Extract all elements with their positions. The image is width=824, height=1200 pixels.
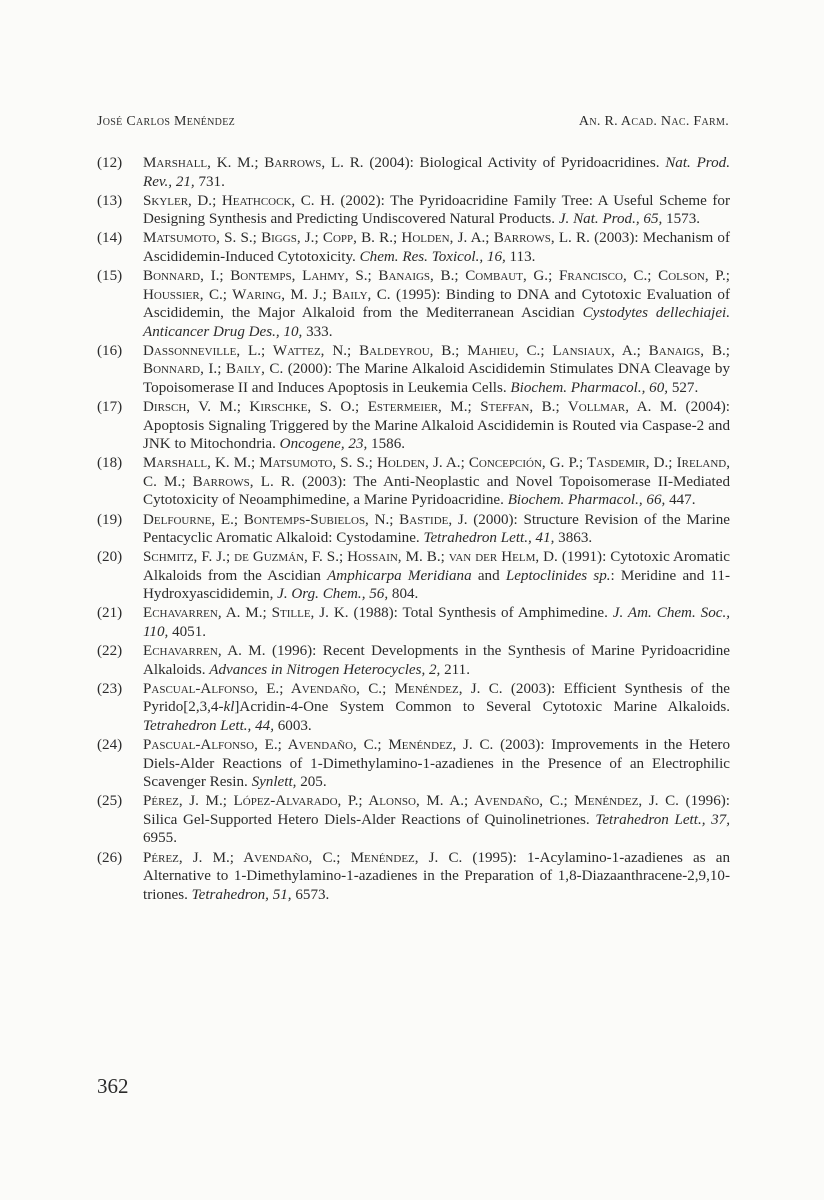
reference-item <box>97 680 730 736</box>
reference-text <box>143 267 730 341</box>
reference-segment: (2003): Mechanism of Ascididemin-Induced Cytotoxicity. <box>143 230 730 265</box>
reference-italic-text: Tetrahedron Lett., 37, <box>595 811 730 828</box>
reference-italic-text: Advances in Nitrogen Heterocycles, 2, <box>209 661 441 678</box>
reference-segment: (2000): The Marine Alkaloid Ascididemin Stimulates DNA Cleavage by Topoisomerase II and Induces Apoptosis in Leukemia Cells. <box>143 361 730 396</box>
reference-segment: 1586. <box>367 436 406 453</box>
reference-italic-text: Leptoclinides sp. <box>505 567 611 584</box>
reference-segment: (2002): The Pyridoacridine Family Tree: A Useful Scheme for Designing Synthesis and Predicting Undiscovered Natural Products. <box>143 192 731 228</box>
reference-italic-text: Biochem. Pharmacol., 66, <box>507 492 666 509</box>
reference-number: (13) <box>97 192 123 209</box>
reference-segment: 333. <box>302 323 333 340</box>
reference-text <box>143 454 730 510</box>
reference-italic-text: Cystodytes dellechiajei. Anticancer Drug Des., 10, <box>143 305 730 340</box>
reference-authors: Skyler, D.; Heathcock, C. H. <box>143 192 335 209</box>
reference-text <box>143 229 730 266</box>
reference-text <box>143 792 730 848</box>
running-head <box>97 114 729 130</box>
reference-number: (14) <box>97 230 123 247</box>
reference-item <box>97 267 730 341</box>
reference-italic-text: J. Nat. Prod., 65, <box>558 211 663 228</box>
reference-authors: Pérez, J. M.; Avendaño, C.; Menéndez, J. C. <box>143 849 463 866</box>
reference-text <box>143 398 730 454</box>
reference-italic-text: J. Org. Chem., 56, <box>277 586 389 603</box>
reference-segment: 527. <box>668 379 699 396</box>
running-head-author: José Carlos Menéndez <box>97 114 236 129</box>
reference-segment: 211. <box>440 661 470 678</box>
reference-italic-text: Tetrahedron, 51, <box>191 886 292 903</box>
reference-item <box>97 642 730 679</box>
reference-italic-text: Synlett, <box>251 774 297 791</box>
reference-italic-text: Chem. Res. Toxicol., 16, <box>359 248 506 265</box>
reference-item <box>97 192 730 229</box>
reference-item <box>97 154 730 191</box>
reference-segment: (1995): Binding to DNA and Cytotoxic Evaluation of Ascididemin, the Major Alkaloid from the Mediterranean Ascidian <box>143 286 730 322</box>
reference-number: (16) <box>97 342 123 359</box>
reference-number: (21) <box>97 605 123 622</box>
reference-segment: 6003. <box>273 717 312 734</box>
reference-segment: (1996): Silica Gel-Supported Hetero Diels-Alder Reactions of Quinolinetriones. <box>143 793 730 828</box>
reference-text <box>143 511 730 548</box>
reference-item <box>97 511 730 548</box>
reference-segment: (2003): Efficient Synthesis of the Pyrido[2,3,4- <box>143 680 730 716</box>
reference-segment: : Meridine and 11-Hydroxyascididemin, <box>143 567 730 603</box>
reference-item <box>97 342 730 398</box>
reference-segment: (1991): Cytotoxic Aromatic Alkaloids from the Ascidian <box>143 549 730 584</box>
reference-text <box>143 548 730 604</box>
reference-authors: Bonnard, I.; Bontemps, Lahmy, S.; Banaigs, B.; Combaut, G.; Francisco, C.; Colson, P.; Houssier, C.; Waring, M. J.; Baily, C. <box>143 268 730 303</box>
reference-number: (25) <box>97 793 123 810</box>
reference-text <box>143 154 730 191</box>
reference-segment: 205. <box>296 774 327 791</box>
reference-text <box>143 604 730 641</box>
reference-number: (26) <box>97 849 123 866</box>
reference-segment: 804. <box>388 586 419 603</box>
reference-segment: ]Acridin-4-One System Common to Several Cytotoxic Marine Alkaloids. <box>234 699 730 716</box>
reference-number: (19) <box>97 511 123 528</box>
reference-text <box>143 642 730 679</box>
reference-number: (15) <box>97 268 123 285</box>
reference-authors: Delfourne, E.; Bontemps-Subielos, N.; Bastide, J. <box>143 511 468 528</box>
reference-segment: 4051. <box>168 624 207 641</box>
reference-item <box>97 849 730 905</box>
reference-segment: (2004): Biological Activity of Pyridoacridines. <box>363 155 666 171</box>
reference-italic-text: Oncogene, 23, <box>279 436 368 453</box>
reference-authors: Pascual-Alfonso, E.; Avendaño, C.; Menéndez, J. C. <box>143 737 494 754</box>
reference-segment: 6955. <box>143 830 177 847</box>
reference-segment: and <box>471 567 506 584</box>
reference-authors: Schmitz, F. J.; de Guzmán, F. S.; Hossain, M. B.; van der Helm, D. <box>143 549 558 566</box>
reference-segment: (1988): Total Synthesis of Amphimedine. <box>348 605 613 622</box>
reference-text <box>143 192 730 229</box>
reference-segment: 731. <box>194 173 225 190</box>
reference-italic-text: Tetrahedron Lett., 41, <box>423 530 555 547</box>
page-number: 362 <box>97 1074 129 1098</box>
reference-segment: 6573. <box>291 886 330 903</box>
reference-segment: 3863. <box>554 530 593 547</box>
reference-authors: Echavarren, A. M.; Stille, J. K. <box>143 605 349 622</box>
reference-item <box>97 229 730 266</box>
reference-authors: Dassonneville, L.; Wattez, N.; Baldeyrou, B.; Mahieu, C.; Lansiaux, A.; Banaigs, B.; Bonnard, I.; Baily, C. <box>143 342 730 378</box>
reference-number: (17) <box>97 399 123 416</box>
reference-italic-text: kl <box>223 699 235 716</box>
reference-list <box>97 154 730 905</box>
reference-italic-text: J. Am. Chem. Soc., 110, <box>143 605 731 641</box>
reference-italic-text: Amphicarpa Meridiana <box>327 567 472 584</box>
reference-italic-text: Nat. Prod. Rev., 21, <box>143 155 730 190</box>
reference-segment: 1573. <box>662 211 701 228</box>
reference-number: (22) <box>97 643 123 660</box>
reference-item <box>97 792 730 848</box>
reference-item <box>97 604 730 641</box>
reference-segment: (1995): 1-Acylamino-1-azadienes as an Alternative to 1-Dimethylamino-1-azadienes in the Preparation of 1,8-Diazaanthracene-2,9,10-triones. <box>143 849 730 903</box>
reference-authors: Marshall, K. M.; Barrows, L. R. <box>143 155 364 171</box>
reference-authors: Pérez, J. M.; López-Alvarado, P.; Alonso, M. A.; Avendaño, C.; Menéndez, J. C. <box>143 793 679 810</box>
reference-authors: Matsumoto, S. S.; Biggs, J.; Copp, B. R.; Holden, J. A.; Barrows, L. R. <box>143 230 590 247</box>
reference-item <box>97 548 730 604</box>
reference-segment: (1996): Recent Developments in the Synthesis of Marine Pyridoacridine Alkaloids. <box>143 643 730 678</box>
reference-text <box>143 736 730 792</box>
reference-authors: Dirsch, V. M.; Kirschke, S. O.; Estermeier, M.; Steffan, B.; Vollmar, A. M. <box>143 399 678 416</box>
reference-text <box>143 342 730 398</box>
reference-segment: (2003): Improvements in the Hetero Diels-Alder Reactions of 1-Dimethylamino-1-azadienes in the Presence of an Electrophilic Scavenger Resin. <box>143 737 730 791</box>
reference-number: (18) <box>97 455 123 472</box>
reference-segment: 447. <box>665 492 696 509</box>
reference-item <box>97 454 730 510</box>
reference-number: (24) <box>97 737 123 754</box>
reference-number: (20) <box>97 549 123 566</box>
reference-item <box>97 736 730 792</box>
reference-segment: (2004): Apoptosis Signaling Triggered by the Marine Alkaloid Ascididemin is Routed via Caspase-2 and JNK to Mitochondria. <box>143 399 730 453</box>
reference-item <box>97 398 730 454</box>
reference-number: (23) <box>97 680 123 697</box>
reference-text <box>143 680 730 736</box>
reference-segment: 113. <box>505 248 536 265</box>
running-head-journal: An. R. Acad. Nac. Farm. <box>578 114 729 129</box>
reference-italic-text: Tetrahedron Lett., 44, <box>143 717 274 734</box>
reference-segment: (2000): Structure Revision of the Marine Pentacyclic Aromatic Alkaloid: Cystodamine. <box>143 511 731 547</box>
reference-italic-text: Biochem. Pharmacol., 60, <box>510 379 669 396</box>
reference-number: (12) <box>97 155 123 171</box>
reference-authors: Echavarren, A. M. <box>143 643 266 660</box>
reference-authors: Pascual-Alfonso, E.; Avendaño, C.; Menéndez, J. C. <box>143 680 503 697</box>
reference-segment: (2003): The Anti-Neoplastic and Novel Topoisomerase II-Mediated Cytotoxicity of Neoamphimedine, a Marine Pyridoacridine. <box>143 473 730 509</box>
reference-text <box>143 849 730 905</box>
reference-authors: Marshall, K. M.; Matsumoto, S. S.; Holden, J. A.; Concepción, G. P.; Tasdemir, D.; Ireland, C. M.; Barrows, L. R. <box>143 455 730 490</box>
